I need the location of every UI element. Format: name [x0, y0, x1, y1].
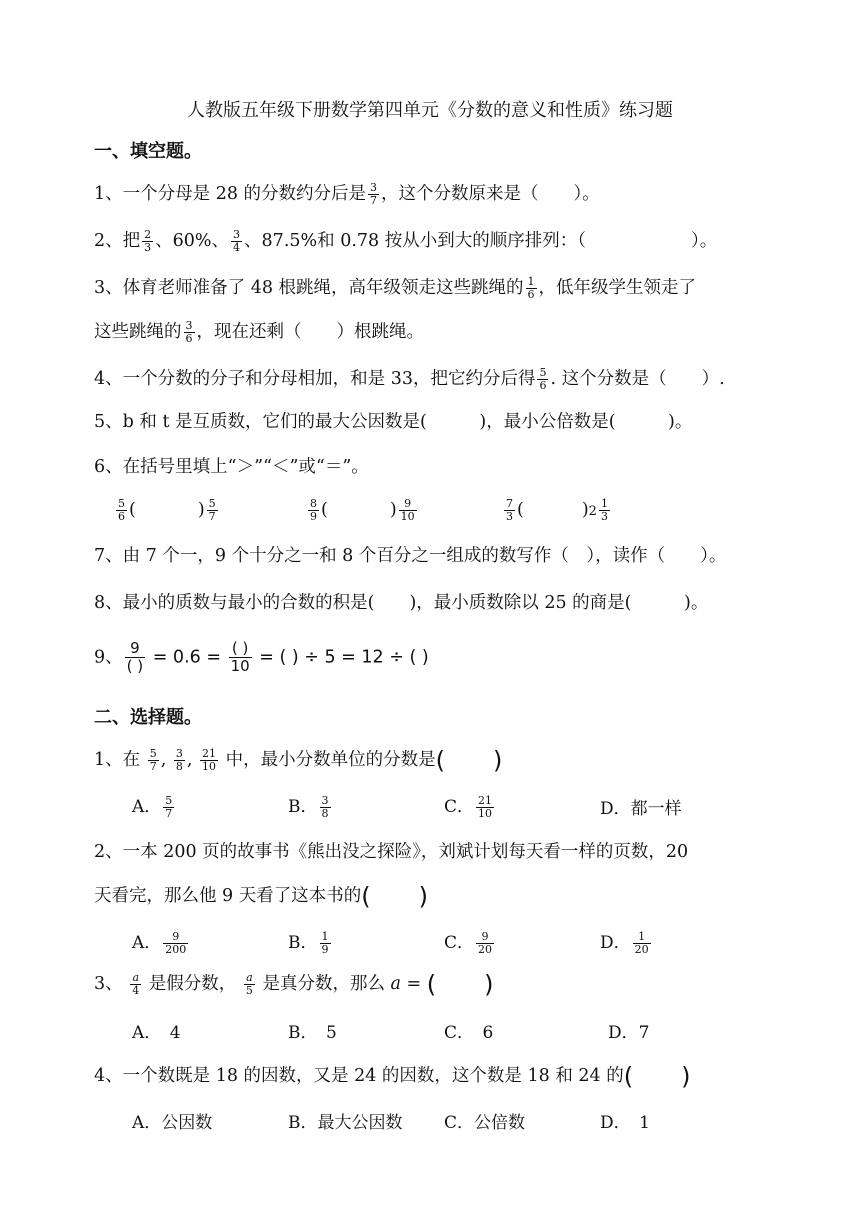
option-b[interactable]: B． $\frac{1}{9}$ — [288, 930, 329, 956]
fraction: $\frac{3}{4}$ — [233, 228, 241, 254]
choice-question-3: 3、 $\frac{a}{4}$ 是假分数， $\frac{a}{5}$ 是真分数，那么 a = ( ) — [94, 970, 494, 999]
choice-question-2-line-2: 天看完，那么他 9 天看了这本书的( ) — [94, 882, 428, 911]
option-b[interactable]: B． $\frac{3}{8}$ — [288, 794, 329, 820]
option-d[interactable]: D． $\frac{1}{20}$ — [600, 930, 649, 956]
option-b[interactable]: B． 5 — [288, 1023, 337, 1043]
fraction: $\frac{3}{6}$ — [185, 319, 193, 345]
question-6: 6、在括号里填上“＞”“＜”或“＝”。 — [94, 457, 369, 477]
compare-item-3: $\frac{7}{3}$ ( )2 $\frac{1}{3}$ — [506, 497, 608, 523]
question-8: 8、最小的质数与最小的合数的积是( )，最小质数除以 25 的商是( )。 — [94, 593, 709, 613]
page-title: 人教版五年级下册数学第四单元《分数的意义和性质》练习题 — [187, 100, 673, 121]
fraction: 9 ( ) — [126, 639, 144, 675]
option-d[interactable]: D．都一样 — [600, 799, 682, 819]
option-c[interactable]: C． 6 — [444, 1023, 494, 1043]
fraction: ( ) 10 — [230, 639, 250, 675]
option-a[interactable]: A． $\frac{5}{7}$ — [132, 794, 173, 820]
choice-question-4: 4、一个数既是 18 的因数，又是 24 的因数，这个数是 18 和 24 的( ) — [94, 1062, 691, 1091]
choice-question-1: 1、在 $\frac{5}{7}$ , $\frac{3}{8}$ , $\frac{21}{10}$ 中，最小分数单位的分数是( ) — [94, 746, 503, 775]
section-heading-fill: 一、填空题。 — [94, 141, 202, 162]
option-c[interactable]: C． $\frac{9}{20}$ — [444, 930, 493, 956]
compare-item-2: $\frac{8}{9}$ ( ) $\frac{9}{10}$ — [310, 497, 415, 523]
option-c[interactable]: C． $\frac{21}{10}$ — [444, 794, 493, 820]
option-c[interactable]: C．公倍数 — [444, 1113, 526, 1133]
option-a[interactable]: A． 4 — [132, 1023, 181, 1043]
question-4: 4、一个分数的分子和分母相加，和是 33，把它约分后得 $\frac{5}{6}$ . 这个分数是（ ）. — [94, 366, 725, 392]
option-a[interactable]: A．公因数 — [132, 1113, 213, 1133]
option-a[interactable]: A． $\frac{9}{200}$ — [132, 930, 187, 956]
question-3-line-1: 3、体育老师准备了 48 根跳绳，高年级领走这些跳绳的 $\frac{1}{6}$ ，低年级学生领走了 — [94, 275, 697, 301]
section-heading-choice: 二、选择题。 — [94, 707, 202, 728]
option-d[interactable]: D．7 — [608, 1023, 650, 1043]
question-9: 9、 9 ( ) = 0.6 = ( ) 10 = ( ) ÷ 5 = 12 ÷ ( ) — [94, 639, 429, 675]
option-b[interactable]: B．最大公因数 — [288, 1113, 403, 1133]
compare-item-1: $\frac{5}{6}$ ( ) $\frac{5}{7}$ — [118, 497, 216, 523]
fraction: $\frac{5}{6}$ — [539, 366, 547, 392]
fraction: $\frac{1}{6}$ — [527, 275, 535, 301]
fraction: $\frac{2}{3}$ — [144, 228, 152, 254]
question-3-line-2: 这些跳绳的 $\frac{3}{6}$ ，现在还剩（ ）根跳绳。 — [94, 319, 424, 345]
choice-question-2-line-1: 2、一本 200 页的故事书《熊出没之探险》，刘斌计划每天看一样的页数，20 — [94, 842, 689, 862]
option-d[interactable]: D． 1 — [600, 1113, 650, 1133]
question-2: 2、把 $\frac{2}{3}$ 、60%、 $\frac{3}{4}$ 、87.5%和 0.78 按从小到大的顺序排列：（ ）。 — [94, 228, 718, 254]
question-1: 1、一个分母是 28 的分数约分后是 $\frac{3}{7}$ ，这个分数原来是（ ）。 — [94, 181, 600, 207]
fraction: $\frac{3}{7}$ — [370, 181, 378, 207]
question-5: 5、b 和 t 是互质数，它们的最大公因数是( )，最小公倍数是( )。 — [94, 412, 693, 432]
question-7: 7、由 7 个一，9 个十分之一和 8 个百分之一组成的数写作（ ），读作（ ）。 — [94, 546, 727, 566]
